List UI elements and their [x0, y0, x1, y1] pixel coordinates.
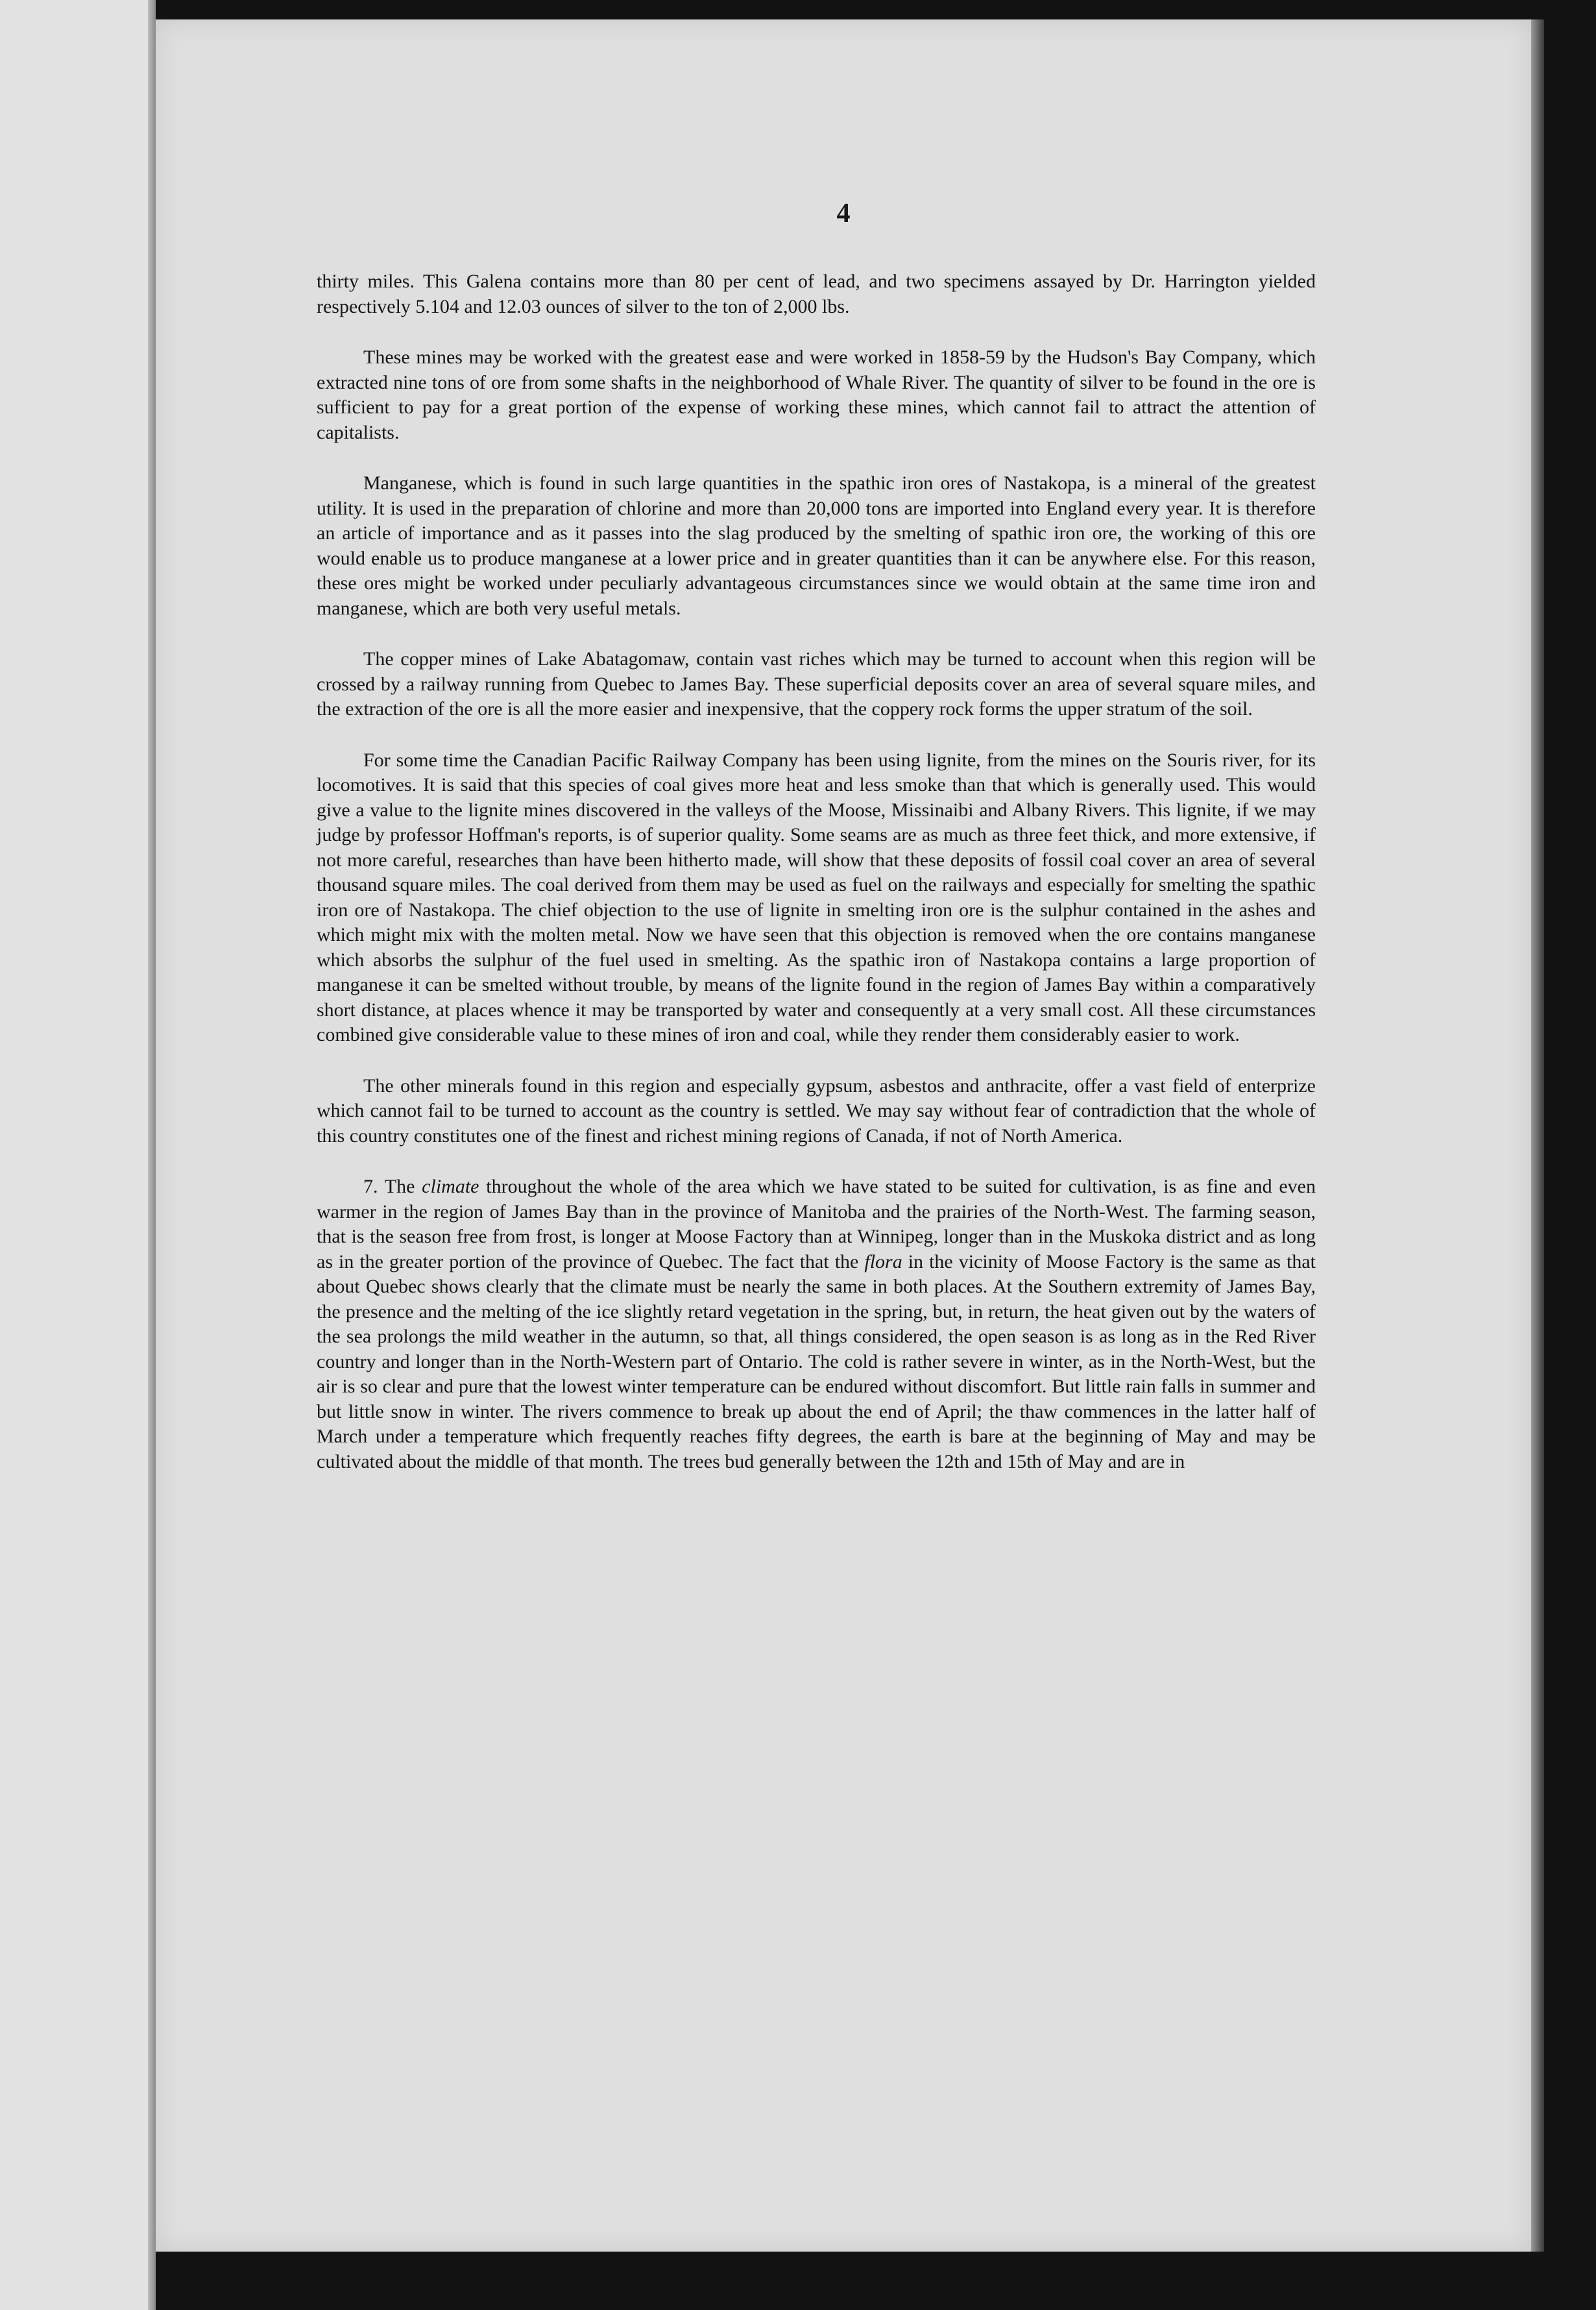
paragraph-manganese: Manganese, which is found in such large quantities in the spathic iron ores of Nastakopa, is a mineral of the greatest utility. It is used in the preparation of chlorine and more than 20,000 tons are imported into England every year. It is therefore an article of importance and as it passes into the slag produced by the smelting of spathic iron ore, the working of this ore would enable us to produce manganese at a lower price and in greater quantities than it can be anywhere else. For this reason, these ores might be worked under peculiarly advantageous circumstances since we would obtain at the same time iron and manganese, which are both very useful metals.	[317, 472, 1316, 619]
page-number: 4	[836, 199, 851, 228]
paragraph-lignite: For some time the Canadian Pacific Railway Company has been using lignite, from the mines on the Souris river, for its locomotives. It is said that this species of coal gives more heat and less smoke than that which is generally used. This would give a value to the lignite mines discovered in the valleys of the Moose, Missinaibi and Albany Rivers. This lignite, if we may judge by professor Hoffman's reports, is of superior quality. Some seams are as much as three feet thick, and more extensive, if not more careful, researches than have been hitherto made, will show that these deposits of fossil coal cover an area of several thousand square miles. The coal derived from them may be used as fuel on the railways and especially for smelting the spathic iron ore of Nastakopa. The chief objection to the use of lignite in smelting iron ore is the sulphur contained in the ashes and which might mix with the molten metal. Now we have seen that this objection is removed when the ore contains manganese which absorbs the sulphur of the fuel used in smelting. As the spathic iron of Nastakopa contains a large proportion of manganese it can be smelted without trouble, by means of the lignite found in the region of James Bay within a comparatively short distance, at places whence it may be transported by water and consequently at a very small cost. All these circumstances combined give considerable value to these mines of iron and coal, while they render them considerably easier to work.	[317, 749, 1316, 1045]
paragraph-galena: thirty miles. This Galena contains more than 80 per cent of lead, and two specimens assayed by Dr. Harrington yielded respectively 5.104 and 12.03 ounces of silver to the ton of 2,000 lbs.	[317, 271, 1316, 317]
climate-term: climate	[422, 1176, 479, 1197]
document-page	[156, 19, 1531, 2252]
paragraph-copper: The copper mines of Lake Abatagomaw, contain vast riches which may be turned to account when this region will be crossed by a railway running from Quebec to James Bay. These superficial deposits cover an area of several square miles, and the extraction of the ore is all the more easier and inexpensive, that the coppery rock forms the upper stratum of the soil.	[317, 648, 1316, 720]
paragraph-other-minerals: The other minerals found in this region and especially gypsum, asbestos and anthracite, offer a vast field of enterprize which cannot fail to be turned to account as the country is settled. We may say without fear of contradiction that the whole of this country constitutes one of the finest and richest mining regions of Canada, if not of North America.	[317, 1075, 1316, 1147]
flora-term: flora	[864, 1250, 902, 1272]
climate-conclusion: in the vicinity of Moose Factory is the same as that about Quebec shows clearly that the climate must be nearly the same in both places. At the Southern extremity of James Bay, the presence and the melting of the ice slightly retard vegetation in the spring, but, in return, the heat given out by the waters of the sea prolongs the mild weather in the autumn, so that, all things considered, the open season is as long as in the Red River country and longer than in the North-Western part of Ontario. The cold is rather severe in winter, as in the North-West, but the air is so clear and pure that the lowest winter temperature can be endured without discomfort. But little rain falls in summer and but little snow in winter. The rivers commence to break up about the end of April; the thaw commences in the latter half of March under a temperature which frequently reaches fifty degrees, the earth is bare at the beginning of May and may be cultivated about the middle of that month. The trees bud generally between the 12th and 15th of May and are in	[317, 1250, 1316, 1472]
paragraph-mines: These mines may be worked with the greatest ease and were worked in 1858-59 by the Hudson's Bay Company, which extracted nine tons of ore from some shafts in the neighborhood of Whale River. The quantity of silver to be found in the ore is sufficient to pay for a great portion of the expense of working these mines, which cannot fail to attract the attention of capitalists.	[317, 346, 1316, 443]
page-edge-shadow	[1531, 19, 1544, 2252]
facing-page	[0, 0, 156, 2310]
binding-gutter	[148, 0, 156, 2310]
body-text	[317, 269, 1316, 1474]
climate-intro: 7. The	[363, 1176, 422, 1197]
climate-body: throughout the whole of the area which we have stated to be suited for cultivation, is as fine and even warmer in the region of James Bay than in the province of Manitoba and the prairies of the North-West. The farming season, that is the season free from frost, is longer at Moose Factory than at Winnipeg, longer than in the Muskoka district and as long as in the greater portion of the province of Quebec. The fact that the	[317, 1176, 1316, 1272]
paragraph-climate	[317, 1174, 1316, 1474]
